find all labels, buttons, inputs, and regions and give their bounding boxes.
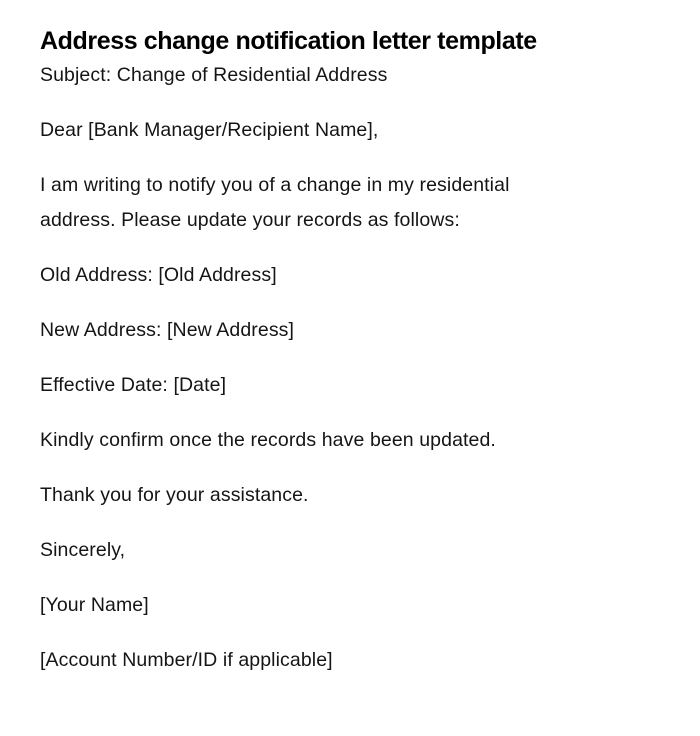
signature-name: [Your Name]	[40, 594, 149, 616]
old-address-line: Old Address: [Old Address]	[40, 264, 277, 286]
subject-line: Subject: Change of Residential Address	[40, 64, 388, 86]
confirmation-request: Kindly confirm once the records have been updated.	[40, 429, 496, 451]
effective-date-line: Effective Date: [Date]	[40, 374, 227, 396]
salutation: Dear [Bank Manager/Recipient Name],	[40, 119, 379, 141]
closing: Sincerely,	[40, 539, 126, 561]
letter-body	[40, 58, 580, 678]
new-address-line: New Address: [New Address]	[40, 319, 295, 341]
account-number-line: [Account Number/ID if applicable]	[40, 649, 333, 671]
document-title: Address change notification letter template	[40, 27, 537, 55]
intro-paragraph: I am writing to notify you of a change in my residential address. Please update your records as follows:	[40, 174, 510, 231]
thanks-line: Thank you for your assistance.	[40, 484, 309, 506]
